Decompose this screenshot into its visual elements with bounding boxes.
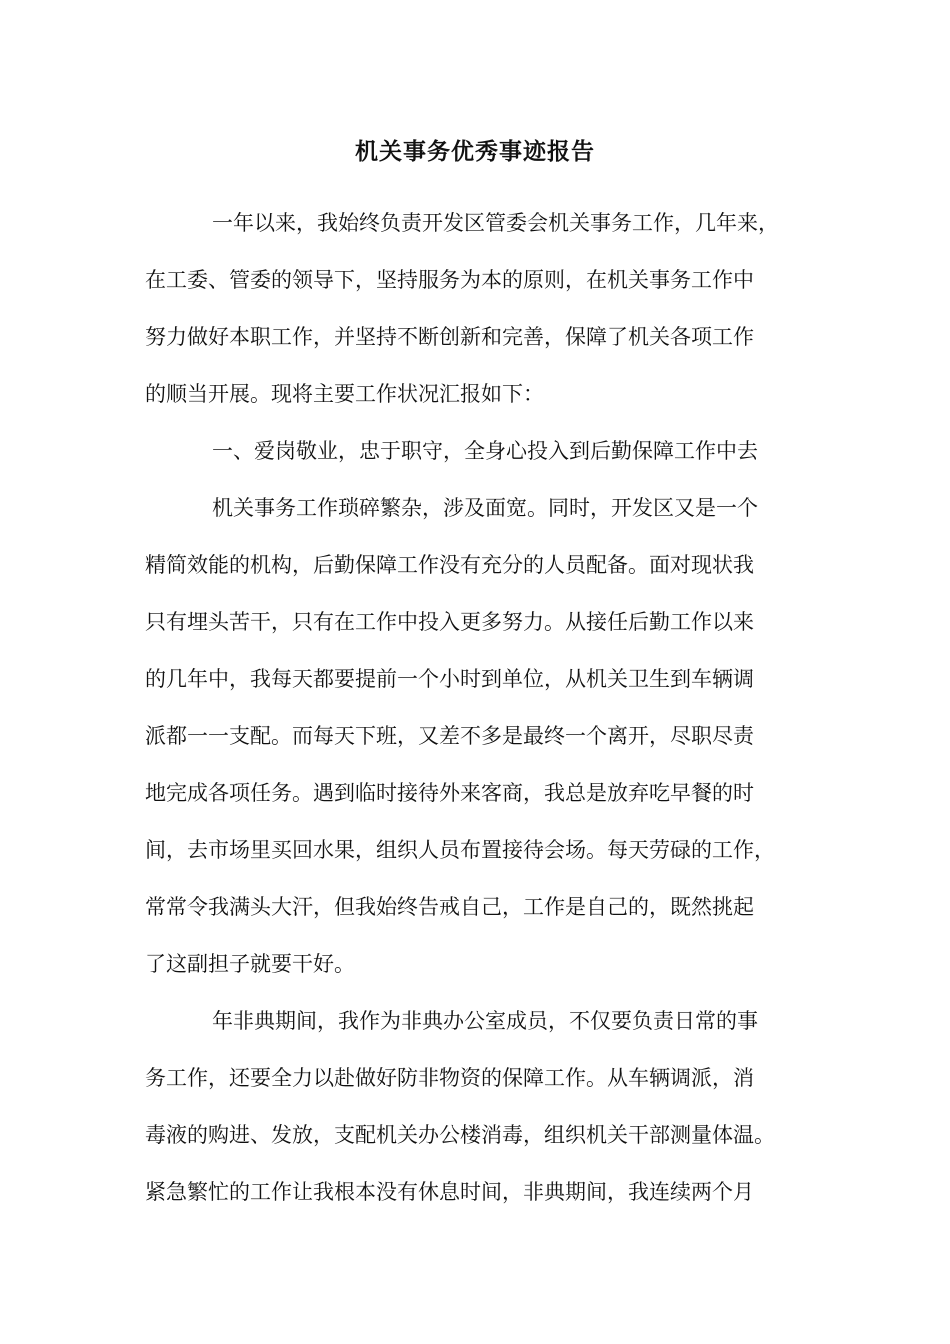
paragraph-line: 的几年中，我每天都要提前一个小时到单位，从机关卫生到车辆调 [145, 667, 754, 691]
paragraph-line: 只有埋头苦干，只有在工作中投入更多努力。从接任后勤工作以来 [145, 610, 754, 634]
section-heading: 一、爱岗敬业，忠于职守，全身心投入到后勤保障工作中去 [212, 439, 758, 463]
paragraph-line: 了这副担子就要干好。 [145, 952, 355, 976]
paragraph-line: 机关事务工作琐碎繁杂，涉及面宽。同时，开发区又是一个 [212, 496, 758, 520]
paragraph-line: 务工作，还要全力以赴做好防非物资的保障工作。从车辆调派，消 [145, 1066, 754, 1090]
paragraph-line: 常常令我满头大汗，但我始终告戒自己，工作是自己的，既然挑起 [145, 895, 754, 919]
paragraph-line: 在工委、管委的领导下，坚持服务为本的原则，在机关事务工作中 [145, 268, 754, 292]
paragraph-line: 地完成各项任务。遇到临时接待外来客商，我总是放弃吃早餐的时 [145, 781, 754, 805]
document-title: 机关事务优秀事迹报告 [355, 138, 595, 165]
paragraph-line: 精简效能的机构，后勤保障工作没有充分的人员配备。面对现状我 [145, 553, 754, 577]
paragraph-line: 年非典期间，我作为非典办公室成员，不仅要负责日常的事 [212, 1009, 758, 1033]
paragraph-line: 派都一一支配。而每天下班，又差不多是最终一个离开，尽职尽责 [145, 724, 754, 748]
paragraph-line: 毒液的购进、发放，支配机关办公楼消毒，组织机关干部测量体温。 [145, 1123, 775, 1147]
paragraph-line: 努力做好本职工作，并坚持不断创新和完善，保障了机关各项工作 [145, 325, 754, 349]
paragraph-line: 的顺当开展。现将主要工作状况汇报如下： [145, 382, 544, 406]
paragraph-line: 间，去市场里买回水果，组织人员布置接待会场。每天劳碌的工作， [145, 838, 775, 862]
paragraph-line: 紧急繁忙的工作让我根本没有休息时间，非典期间，我连续两个月 [145, 1180, 754, 1204]
paragraph-line: 一年以来，我始终负责开发区管委会机关事务工作，几年来， [212, 211, 779, 235]
